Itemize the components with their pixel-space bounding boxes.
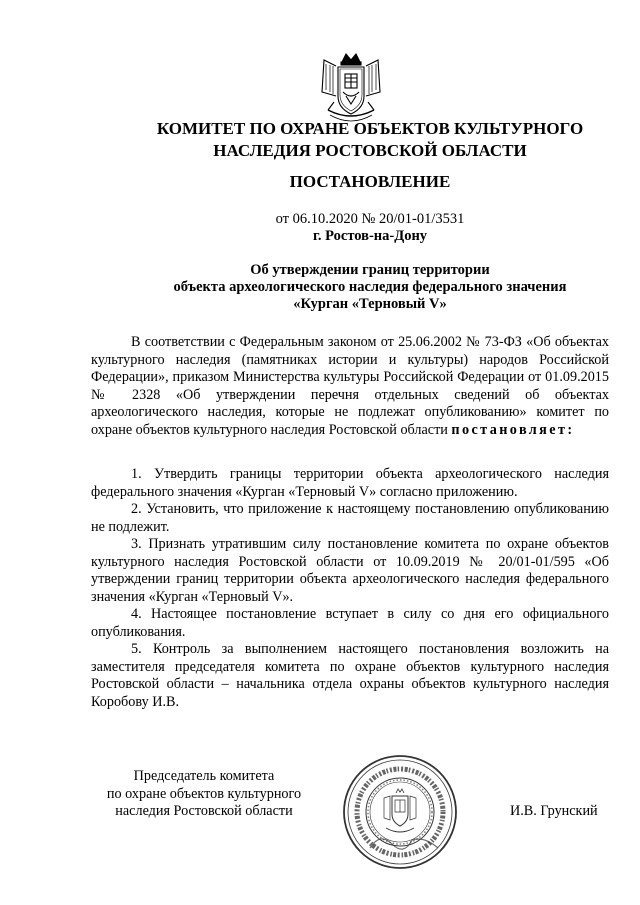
organization-name-line1: КОМИТЕТ ПО ОХРАНЕ ОБЪЕКТОВ КУЛЬТУРНОГО — [156, 119, 584, 138]
subject-line3: «Курган «Терновый V» — [293, 296, 447, 312]
decree-word: постановляет: — [451, 421, 575, 438]
official-seal-icon — [340, 752, 460, 872]
subject-line2: объекта археологического наследия федерального значения — [173, 279, 567, 295]
signatory-title-line2: по охране объектов культурного — [106, 785, 302, 802]
resolution-item: 3. Признать утратившим силу постановление комитета по охране объектов культурного наследия Ростовской области от 10.09.2019 № 20/01-01/595 «Об утверждении границ территории объекта археологического наследия федерального значения «Курган «Терновый V». — [91, 536, 609, 605]
resolution-items — [91, 466, 609, 711]
organization-name-line2: НАСЛЕДИЯ РОСТОВСКОЙ ОБЛАСТИ — [213, 141, 527, 160]
document-date-number: от 06.10.2020 № 20/01-01/3531 — [275, 211, 465, 227]
preamble-paragraph — [91, 334, 609, 439]
signatory-title — [84, 768, 324, 821]
subject-line1: Об утверждении границ территории — [250, 262, 490, 278]
signatory-name: И.В. Грунский — [510, 803, 598, 819]
resolution-item: 1. Утвердить границы территории объекта археологического наследия федерального значения «Курган «Терновый V» согласно приложению. — [91, 466, 609, 500]
document-city: г. Ростов-на-Дону — [312, 228, 428, 244]
signatory-title-line1: Председатель комитета — [133, 768, 275, 784]
organization-name — [100, 118, 640, 162]
document-type: ПОСТАНОВЛЕНИЕ — [289, 172, 451, 191]
coat-of-arms-icon — [318, 52, 384, 128]
preamble-text: В соответствии с Федеральным законом от 25.06.2002 № 73-ФЗ «Об объектах культурного наследия (памятниках истории и культуры) народов Российской Федерации», приказом Министерства культуры Российской Федерации от 01.09.2015 № 2328 «Об утверждении перечня отдельных сведений об объектах археологического наследия, которые не подлежат опубликованию» комитет по охране объектов культурного наследия Ростовской области — [91, 334, 609, 438]
signatory-title-line3: наследия Ростовской области — [115, 803, 293, 819]
document-subject — [100, 262, 640, 313]
resolution-item: 2. Установить, что приложение к настоящему постановлению опубликованию не подлежит. — [91, 501, 609, 535]
resolution-item: 4. Настоящее постановление вступает в силу со дня его официального опубликования. — [91, 606, 609, 640]
resolution-item: 5. Контроль за выполнением настоящего постановления возложить на заместителя председателя комитета по охране объектов культурного наследия Ростовской области – начальника отдела охраны объектов культурного наследия Коробову И.В. — [91, 641, 609, 710]
